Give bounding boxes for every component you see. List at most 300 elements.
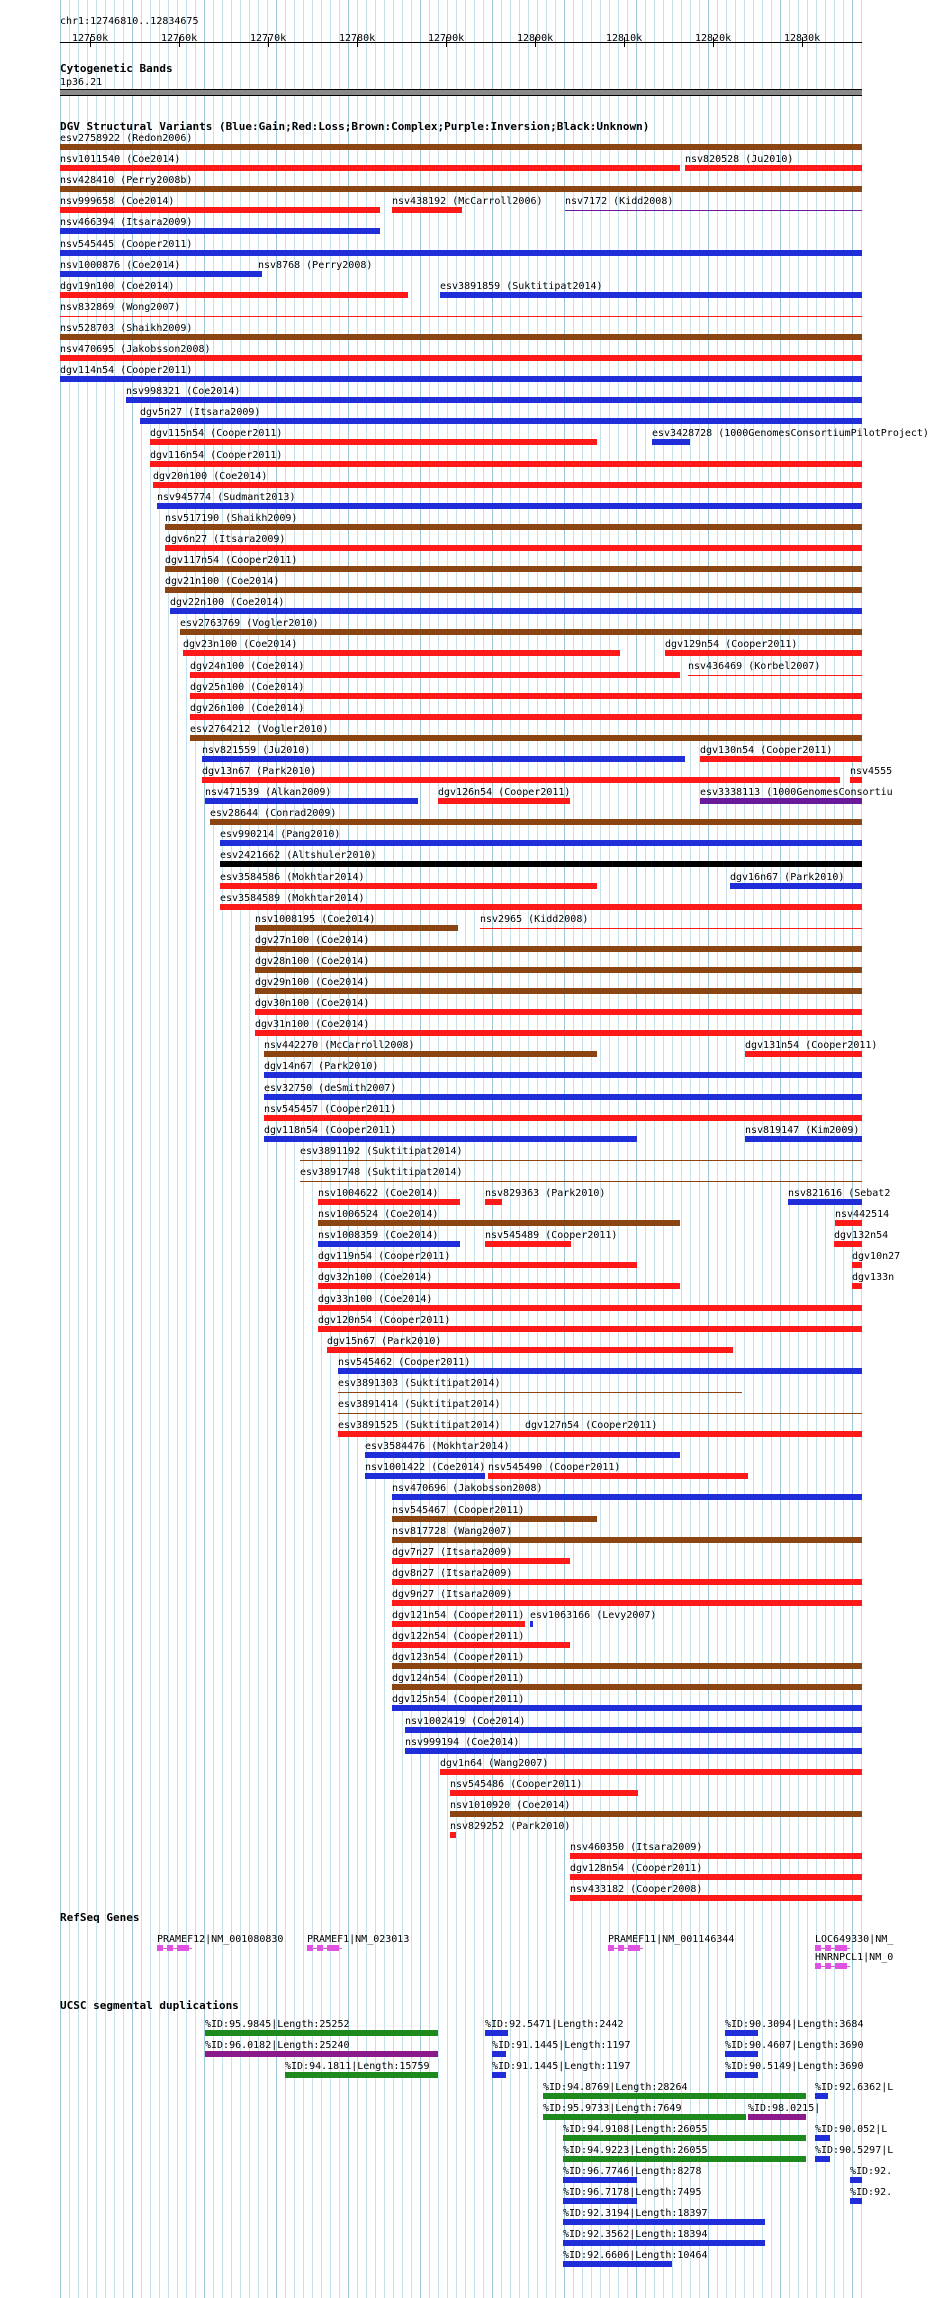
variant-bar-complex[interactable] (392, 1663, 862, 1669)
variant-bar-loss[interactable] (150, 439, 597, 445)
segdup-label[interactable]: %ID:98.0215| (748, 2103, 821, 2114)
variant-label[interactable]: dgv121n54 (Cooper2011) (392, 1610, 525, 1621)
variant-bar-loss[interactable] (392, 1621, 525, 1627)
variant-bar-loss[interactable] (60, 292, 408, 298)
variant-bar-complex[interactable] (300, 1181, 862, 1182)
variant-bar-loss[interactable] (60, 165, 680, 171)
variant-bar-gain[interactable] (205, 798, 418, 804)
segdup-label[interactable]: %ID:92.6362|L (815, 2082, 894, 2093)
segdup-bar[interactable] (815, 2093, 828, 2099)
variant-label[interactable]: esv990214 (Pang2010) (220, 829, 341, 841)
gene-exon[interactable] (618, 1945, 624, 1951)
variant-label[interactable]: dgv21n100 (Coe2014) (165, 576, 280, 588)
grid-line (681, 0, 682, 2298)
variant-bar-loss[interactable] (392, 207, 462, 213)
variant-bar-loss[interactable] (220, 883, 597, 889)
variant-label[interactable]: nsv545462 (Cooper2011) (338, 1356, 471, 1368)
segdup-bar[interactable] (725, 2072, 758, 2078)
segdup-bar[interactable] (563, 2261, 672, 2267)
variant-label[interactable]: dgv120n54 (Cooper2011) (318, 1314, 451, 1326)
variant-label[interactable]: dgv117n54 (Cooper2011) (165, 555, 298, 566)
variant-bar-complex[interactable] (338, 1392, 742, 1393)
variant-bar-unknown[interactable] (220, 861, 862, 867)
gene-label[interactable]: HNRNPCL1|NM_0 (815, 1952, 894, 1963)
variant-bar-loss[interactable] (835, 1220, 862, 1226)
variant-bar-complex[interactable] (392, 1684, 862, 1690)
variant-bar-gain[interactable] (788, 1199, 862, 1205)
variant-bar-complex[interactable] (255, 988, 862, 994)
variant-label[interactable]: nsv817728 (Wang2007) (392, 1525, 513, 1537)
variant-bar-loss[interactable] (852, 1283, 862, 1289)
variant-bar-loss[interactable] (60, 207, 380, 213)
refseq-track-title[interactable]: RefSeq Genes (60, 1911, 140, 1924)
variant-bar-gain[interactable] (365, 1473, 485, 1479)
segdup-bar[interactable] (543, 2114, 746, 2120)
variant-bar-complex[interactable] (264, 1051, 597, 1057)
variant-bar-loss[interactable] (570, 1853, 862, 1859)
segdup-label[interactable]: %ID:94.9223|Length:26055 (563, 2145, 708, 2156)
variant-label[interactable]: dgv116n54 (Cooper2011) (150, 449, 283, 461)
variant-label[interactable]: nsv545489 (Cooper2011) (485, 1230, 618, 1242)
segdup-label[interactable]: %ID:94.1811|Length:15759 (285, 2061, 430, 2072)
variant-bar-gain[interactable] (264, 1072, 862, 1078)
gene-exon[interactable] (183, 1945, 189, 1951)
variant-bar-gain[interactable] (530, 1621, 533, 1627)
segdup-label[interactable]: %ID:90.5297|L (815, 2145, 894, 2156)
variant-bar-gain[interactable] (338, 1368, 862, 1374)
variant-label[interactable]: esv3891525 (Suktitipat2014) (338, 1420, 501, 1432)
segdup-bar[interactable] (563, 2156, 806, 2162)
variant-bar-loss[interactable] (392, 1579, 862, 1585)
segdup-label[interactable]: %ID:92.3562|Length:18394 (563, 2229, 708, 2240)
variant-label[interactable]: dgv22n100 (Coe2014) (170, 597, 285, 609)
variant-label[interactable]: esv3428728 (1000GenomesConsortiumPilotProject) (652, 428, 929, 440)
variant-label[interactable]: nsv820528 (Ju2010) (685, 154, 794, 166)
segdup-label[interactable]: %ID:96.7178|Length:7495 (563, 2187, 702, 2198)
segdup-track-title[interactable]: UCSC segmental duplications (60, 1999, 239, 2012)
variant-bar-loss[interactable] (183, 650, 620, 656)
segdup-label[interactable]: %ID:96.0182|Length:25240 (205, 2040, 350, 2051)
variant-label[interactable]: nsv999658 (Coe2014) (60, 196, 175, 208)
variant-label[interactable]: nsv4555 (850, 766, 893, 777)
variant-bar-loss[interactable] (318, 1326, 862, 1332)
variant-label[interactable]: nsv517190 (Shaikh2009) (165, 512, 298, 524)
variant-label[interactable]: dgv132n54 (834, 1230, 889, 1242)
variant-label[interactable]: esv3891192 (Suktitipat2014) (300, 1145, 463, 1157)
variant-bar-complex[interactable] (60, 334, 862, 340)
variant-label[interactable]: nsv470695 (Jakobsson2008) (60, 344, 211, 355)
variant-label[interactable]: dgv24n100 (Coe2014) (190, 660, 305, 672)
gene-label[interactable]: PRAMEF1|NM_023013 (307, 1934, 410, 1945)
variant-label[interactable]: dgv9n27 (Itsara2009) (392, 1588, 513, 1600)
segdup-bar[interactable] (725, 2051, 758, 2057)
variant-label[interactable]: dgv114n54 (Cooper2011) (60, 365, 193, 377)
variant-bar-complex[interactable] (450, 1811, 862, 1817)
variant-bar-gain[interactable] (392, 1705, 862, 1711)
variant-bar-complex[interactable] (165, 587, 862, 593)
segdup-label[interactable]: %ID:92.5471|Length:2442 (485, 2019, 624, 2030)
variant-label[interactable]: nsv1002419 (Coe2014) (405, 1715, 526, 1727)
variant-label[interactable]: nsv442514 (835, 1209, 890, 1221)
variant-label[interactable]: nsv8768 (Perry2008) (258, 259, 373, 271)
variant-label[interactable]: nsv1008195 (Coe2014) (255, 913, 376, 925)
segdup-bar[interactable] (563, 2240, 765, 2246)
variant-bar-gain[interactable] (745, 1136, 862, 1142)
variant-label[interactable]: dgv128n54 (Cooper2011) (570, 1863, 703, 1875)
variant-bar-loss[interactable] (392, 1558, 570, 1564)
segdup-bar[interactable] (725, 2030, 758, 2036)
segdup-label[interactable]: %ID:90.4607|Length:3690 (725, 2040, 864, 2051)
variant-bar-loss[interactable] (450, 1832, 456, 1838)
variant-label[interactable]: esv3584589 (Mokhtar2014) (220, 892, 365, 904)
segdup-label[interactable]: %ID:92.3194|Length:18397 (563, 2208, 708, 2219)
segdup-label[interactable]: %ID:92. (850, 2187, 893, 2198)
variant-bar-gain[interactable] (405, 1727, 862, 1733)
variant-label[interactable]: esv1063166 (Levy2007) (530, 1610, 657, 1621)
variant-bar-complex[interactable] (210, 819, 862, 825)
variant-label[interactable]: dgv1n64 (Wang2007) (440, 1757, 549, 1769)
variant-bar-complex[interactable] (165, 566, 862, 572)
variant-label[interactable]: dgv33n100 (Coe2014) (318, 1293, 433, 1305)
variant-label[interactable]: nsv819147 (Kim2009) (745, 1124, 860, 1136)
variant-label[interactable]: dgv7n27 (Itsara2009) (392, 1546, 513, 1558)
variant-label[interactable]: nsv1001422 (Coe2014) (365, 1462, 486, 1474)
variant-label[interactable]: nsv945774 (Sudmant2013) (157, 491, 296, 503)
variant-label[interactable]: nsv442270 (McCarroll2008) (264, 1040, 415, 1052)
grid-line (672, 0, 673, 2298)
variant-bar-complex[interactable] (60, 186, 862, 192)
variant-bar-loss[interactable] (165, 545, 862, 551)
variant-label[interactable]: dgv25n100 (Coe2014) (190, 681, 305, 693)
variant-bar-loss[interactable] (852, 1262, 862, 1268)
variant-label[interactable]: dgv16n67 (Park2010) (730, 871, 845, 883)
variant-bar-loss[interactable] (150, 461, 862, 467)
gene-label[interactable]: LOC649330|NM_ (815, 1934, 894, 1945)
variant-bar-loss[interactable] (202, 777, 840, 783)
segdup-bar[interactable] (563, 2219, 765, 2225)
segdup-bar[interactable] (850, 2198, 862, 2204)
variant-bar-gain[interactable] (365, 1452, 680, 1458)
variant-label[interactable]: dgv8n27 (Itsara2009) (392, 1567, 513, 1579)
variant-bar-complex[interactable] (60, 144, 862, 150)
segdup-label[interactable]: %ID:90.052|L (815, 2124, 888, 2135)
variant-bar-loss[interactable] (60, 355, 862, 361)
gene-exon[interactable] (608, 1945, 614, 1951)
segdup-bar[interactable] (285, 2072, 438, 2078)
variant-bar-complex[interactable] (190, 735, 862, 741)
variant-bar-loss[interactable] (570, 1895, 862, 1901)
variant-bar-gain[interactable] (60, 271, 258, 277)
variant-label[interactable]: dgv126n54 (Cooper2011) (438, 787, 571, 799)
variant-label[interactable]: nsv832869 (Wong2007) (60, 301, 181, 313)
variant-label[interactable]: nsv1004622 (Coe2014) (318, 1188, 439, 1199)
variant-label[interactable]: nsv829252 (Park2010) (450, 1821, 571, 1832)
variant-label[interactable]: dgv124n54 (Cooper2011) (392, 1673, 525, 1685)
cytoband-ideogram[interactable] (60, 89, 862, 96)
gene-exon[interactable] (317, 1945, 323, 1951)
variant-bar-loss[interactable] (60, 316, 862, 317)
gene-exon[interactable] (333, 1945, 339, 1951)
variant-bar-gain[interactable] (258, 271, 262, 277)
variant-label[interactable]: nsv1008359 (Coe2014) (318, 1230, 439, 1242)
variant-bar-gain[interactable] (60, 228, 380, 234)
variant-label[interactable]: esv2764212 (Vogler2010) (190, 723, 329, 735)
variant-label[interactable]: nsv438192 (McCarroll2006) (392, 196, 543, 208)
variant-bar-loss[interactable] (264, 1115, 862, 1121)
variant-label[interactable]: dgv20n100 (Coe2014) (153, 470, 268, 482)
variant-bar-gain[interactable] (157, 503, 862, 509)
variant-label[interactable]: dgv30n100 (Coe2014) (255, 998, 370, 1010)
variant-bar-loss[interactable] (450, 1790, 638, 1796)
variant-label[interactable]: nsv545486 (Cooper2011) (450, 1778, 583, 1790)
segdup-bar[interactable] (815, 2156, 830, 2162)
segdup-bar[interactable] (563, 2177, 637, 2183)
segdup-bar[interactable] (563, 2198, 637, 2204)
variant-label[interactable]: dgv125n54 (Cooper2011) (392, 1694, 525, 1706)
variant-label[interactable]: nsv545490 (Cooper2011) (488, 1462, 621, 1474)
segdup-bar[interactable] (543, 2093, 806, 2099)
gene-exon[interactable] (167, 1945, 173, 1951)
variant-bar-complex[interactable] (300, 1160, 862, 1161)
variant-bar-complex[interactable] (165, 524, 862, 530)
segdup-label[interactable]: %ID:91.1445|Length:1197 (492, 2061, 631, 2072)
variant-bar-loss[interactable] (570, 1874, 862, 1880)
segdup-bar[interactable] (492, 2072, 506, 2078)
gene-exon[interactable] (825, 1945, 831, 1951)
variant-label[interactable]: nsv1000876 (Coe2014) (60, 259, 181, 271)
variant-label[interactable]: nsv999194 (Coe2014) (405, 1736, 520, 1748)
variant-label[interactable]: nsv471539 (Alkan2009) (205, 787, 332, 799)
variant-bar-complex[interactable] (338, 1413, 862, 1414)
variant-bar-loss[interactable] (485, 1241, 571, 1247)
gene-exon[interactable] (157, 1945, 163, 1951)
variant-bar-loss[interactable] (153, 482, 862, 488)
variant-bar-loss[interactable] (665, 650, 862, 656)
variant-bar-complex[interactable] (180, 629, 862, 635)
segdup-bar[interactable] (205, 2030, 438, 2036)
variant-label[interactable]: nsv821616 (Sebat2 (788, 1188, 891, 1199)
segdup-label[interactable]: %ID:92. (850, 2166, 893, 2177)
segdup-label[interactable]: %ID:90.5149|Length:3690 (725, 2061, 864, 2072)
gene-exon[interactable] (825, 1963, 831, 1969)
variant-bar-loss[interactable] (190, 693, 862, 699)
variant-label[interactable]: dgv133n (852, 1272, 895, 1284)
segdup-bar[interactable] (748, 2114, 806, 2120)
variant-label[interactable]: dgv118n54 (Cooper2011) (264, 1124, 397, 1136)
variant-label[interactable]: esv3891748 (Suktitipat2014) (300, 1166, 463, 1178)
variant-label[interactable]: nsv433182 (Cooper2008) (570, 1884, 703, 1896)
variant-bar-gain[interactable] (202, 756, 685, 762)
variant-label[interactable]: nsv545467 (Cooper2011) (392, 1504, 525, 1516)
variant-label[interactable]: dgv31n100 (Coe2014) (255, 1019, 370, 1031)
cytoband-track-title[interactable]: Cytogenetic Bands (60, 62, 173, 75)
variant-bar-gain[interactable] (392, 1494, 862, 1500)
variant-label[interactable]: dgv122n54 (Cooper2011) (392, 1631, 525, 1643)
variant-label[interactable]: dgv19n100 (Coe2014) (60, 280, 175, 292)
variant-bar-complex[interactable] (255, 946, 862, 952)
segdup-bar[interactable] (815, 2135, 830, 2141)
variant-bar-loss[interactable] (220, 904, 862, 910)
variant-label[interactable]: esv3338113 (1000GenomesConsortiu (700, 787, 893, 799)
variant-label[interactable]: nsv2965 (Kidd2008) (480, 913, 589, 925)
segdup-label[interactable]: %ID:90.3094|Length:3684 (725, 2019, 864, 2030)
variant-label[interactable]: esv3584586 (Mokhtar2014) (220, 871, 365, 883)
variant-label[interactable]: dgv123n54 (Cooper2011) (392, 1652, 525, 1664)
variant-label[interactable]: nsv829363 (Park2010) (485, 1188, 606, 1199)
gene-exon[interactable] (815, 1963, 821, 1969)
segdup-label[interactable]: %ID:95.9845|Length:25252 (205, 2019, 350, 2030)
variant-bar-gain[interactable] (405, 1748, 862, 1754)
variant-label[interactable]: esv2758922 (Redon2006) (60, 133, 193, 144)
variant-bar-loss[interactable] (318, 1283, 680, 1289)
variant-label[interactable]: nsv1010920 (Coe2014) (450, 1799, 571, 1811)
variant-bar-gain[interactable] (60, 376, 862, 382)
gene-exon[interactable] (634, 1945, 640, 1951)
segdup-label[interactable]: %ID:94.8769|Length:28264 (543, 2082, 688, 2093)
variant-label[interactable]: dgv32n100 (Coe2014) (318, 1272, 433, 1284)
variant-label[interactable]: nsv528703 (Shaikh2009) (60, 322, 193, 334)
grid-line (636, 0, 637, 2298)
variant-label[interactable]: dgv14n67 (Park2010) (264, 1061, 379, 1073)
variant-bar-gain[interactable] (652, 439, 690, 445)
variant-bar-gain[interactable] (730, 883, 862, 889)
variant-bar-gain[interactable] (318, 1241, 460, 1247)
variant-bar-loss[interactable] (688, 675, 862, 676)
variant-bar-loss[interactable] (485, 1199, 502, 1205)
variant-bar-loss[interactable] (685, 165, 862, 171)
segdup-label[interactable]: %ID:91.1445|Length:1197 (492, 2040, 631, 2051)
variant-label[interactable]: nsv545445 (Cooper2011) (60, 238, 193, 250)
variant-label[interactable]: nsv998321 (Coe2014) (126, 386, 241, 398)
variant-bar-loss[interactable] (318, 1305, 862, 1311)
variant-bar-loss[interactable] (700, 756, 862, 762)
grid-line (231, 0, 232, 2298)
variant-bar-loss[interactable] (318, 1199, 460, 1205)
segdup-bar[interactable] (485, 2030, 508, 2036)
variant-bar-gain[interactable] (60, 250, 862, 256)
variant-label[interactable]: dgv127n54 (Cooper2011) (525, 1420, 658, 1432)
segdup-label[interactable]: %ID:95.9733|Length:7649 (543, 2103, 682, 2114)
variant-bar-gain[interactable] (220, 840, 862, 846)
variant-bar-loss[interactable] (834, 1241, 862, 1247)
variant-label[interactable]: nsv7172 (Kidd2008) (565, 196, 674, 208)
variant-label[interactable]: nsv470696 (Jakobsson2008) (392, 1483, 543, 1495)
variant-bar-gain[interactable] (140, 418, 862, 424)
gene-exon[interactable] (815, 1945, 821, 1951)
variant-bar-loss[interactable] (438, 798, 570, 804)
variant-bar-complex[interactable] (392, 1516, 597, 1522)
variant-label[interactable]: nsv460350 (Itsara2009) (570, 1842, 703, 1854)
segdup-bar[interactable] (205, 2051, 438, 2057)
variant-bar-loss[interactable] (190, 714, 862, 720)
gene-exon[interactable] (841, 1945, 847, 1951)
variant-bar-gain[interactable] (264, 1094, 862, 1100)
dgv-track-title[interactable]: DGV Structural Variants (Blue:Gain;Red:Loss;Brown:Complex;Purple:Inversion;Black:Unknown) (60, 120, 650, 133)
variant-label[interactable]: dgv6n27 (Itsara2009) (165, 533, 286, 545)
ruler-tick-label: 12810k (606, 33, 643, 44)
segdup-bar[interactable] (563, 2135, 806, 2141)
variant-bar-gain[interactable] (440, 292, 862, 298)
variant-bar-loss[interactable] (392, 1642, 570, 1648)
variant-bar-loss[interactable] (525, 1431, 862, 1437)
variant-label[interactable]: dgv13n67 (Park2010) (202, 766, 317, 777)
variant-label[interactable]: dgv26n100 (Coe2014) (190, 702, 305, 714)
variant-bar-inversion[interactable] (700, 798, 862, 804)
variant-label[interactable]: dgv130n54 (Cooper2011) (700, 744, 833, 756)
variant-label[interactable]: nsv466394 (Itsara2009) (60, 217, 193, 229)
variant-label[interactable]: esv2421662 (Altshuler2010) (220, 850, 377, 862)
variant-bar-loss[interactable] (255, 1009, 862, 1015)
variant-label[interactable]: dgv15n67 (Park2010) (327, 1335, 442, 1347)
grid-line (762, 0, 763, 2298)
variant-bar-loss[interactable] (190, 672, 680, 678)
variant-label[interactable]: dgv115n54 (Cooper2011) (150, 428, 283, 440)
variant-label[interactable]: dgv5n27 (Itsara2009) (140, 407, 261, 419)
variant-bar-loss[interactable] (318, 1262, 637, 1268)
variant-label[interactable]: esv3891414 (Suktitipat2014) (338, 1399, 501, 1410)
variant-label[interactable]: nsv821559 (Ju2010) (202, 744, 311, 756)
variant-bar-loss[interactable] (480, 928, 862, 929)
segdup-bar[interactable] (850, 2177, 862, 2183)
variant-label[interactable]: esv3891303 (Suktitipat2014) (338, 1377, 501, 1389)
variant-bar-complex[interactable] (255, 967, 862, 973)
variant-label[interactable]: nsv428410 (Perry2008b) (60, 175, 193, 187)
gene-exon[interactable] (841, 1963, 847, 1969)
variant-bar-loss[interactable] (392, 1600, 862, 1606)
variant-bar-inversion[interactable] (565, 210, 862, 211)
variant-label[interactable]: esv28644 (Conrad2009) (210, 808, 337, 820)
variant-bar-loss[interactable] (255, 1030, 862, 1036)
variant-bar-loss[interactable] (745, 1051, 862, 1057)
variant-label[interactable]: dgv119n54 (Cooper2011) (318, 1251, 451, 1263)
variant-bar-complex[interactable] (255, 925, 458, 931)
variant-label[interactable]: dgv129n54 (Cooper2011) (665, 639, 798, 651)
variant-bar-loss[interactable] (850, 777, 862, 783)
gene-label[interactable]: PRAMEF12|NM_001080830 (157, 1934, 284, 1945)
variant-label[interactable]: nsv436469 (Korbel2007) (688, 660, 821, 672)
segdup-bar[interactable] (492, 2051, 506, 2057)
variant-label[interactable]: nsv1011540 (Coe2014) (60, 154, 181, 166)
variant-bar-loss[interactable] (327, 1347, 733, 1353)
segdup-label[interactable]: %ID:96.7746|Length:8278 (563, 2166, 702, 2177)
variant-label[interactable]: nsv1006524 (Coe2014) (318, 1209, 439, 1221)
grid-line (618, 0, 619, 2298)
variant-label[interactable]: esv3584476 (Mokhtar2014) (365, 1441, 510, 1453)
ruler-tick-label: 12800k (517, 33, 554, 44)
variant-label[interactable]: dgv131n54 (Cooper2011) (745, 1040, 878, 1052)
variant-bar-gain[interactable] (264, 1136, 637, 1142)
variant-label[interactable]: dgv27n100 (Coe2014) (255, 934, 370, 946)
segdup-label[interactable]: %ID:94.9108|Length:26055 (563, 2124, 708, 2135)
variant-bar-gain[interactable] (126, 397, 862, 403)
variant-label[interactable]: dgv28n100 (Coe2014) (255, 955, 370, 967)
variant-label[interactable]: esv32750 (deSmith2007) (264, 1082, 397, 1094)
gene-label[interactable]: PRAMEF11|NM_001146344 (608, 1934, 735, 1945)
variant-bar-gain[interactable] (170, 608, 862, 614)
variant-label[interactable]: dgv29n100 (Coe2014) (255, 977, 370, 988)
variant-label[interactable]: dgv10n27 (852, 1251, 901, 1263)
variant-bar-complex[interactable] (318, 1220, 680, 1226)
variant-label[interactable]: esv2763769 (Vogler2010) (180, 618, 319, 630)
variant-label[interactable]: nsv545457 (Cooper2011) (264, 1103, 397, 1115)
gene-exon[interactable] (307, 1945, 313, 1951)
variant-bar-loss[interactable] (440, 1769, 862, 1775)
segdup-label[interactable]: %ID:92.6606|Length:10464 (563, 2250, 708, 2261)
variant-bar-complex[interactable] (392, 1537, 862, 1543)
variant-bar-loss[interactable] (488, 1473, 748, 1479)
variant-label[interactable]: dgv23n100 (Coe2014) (183, 639, 298, 651)
variant-label[interactable]: esv3891859 (Suktitipat2014) (440, 280, 603, 292)
